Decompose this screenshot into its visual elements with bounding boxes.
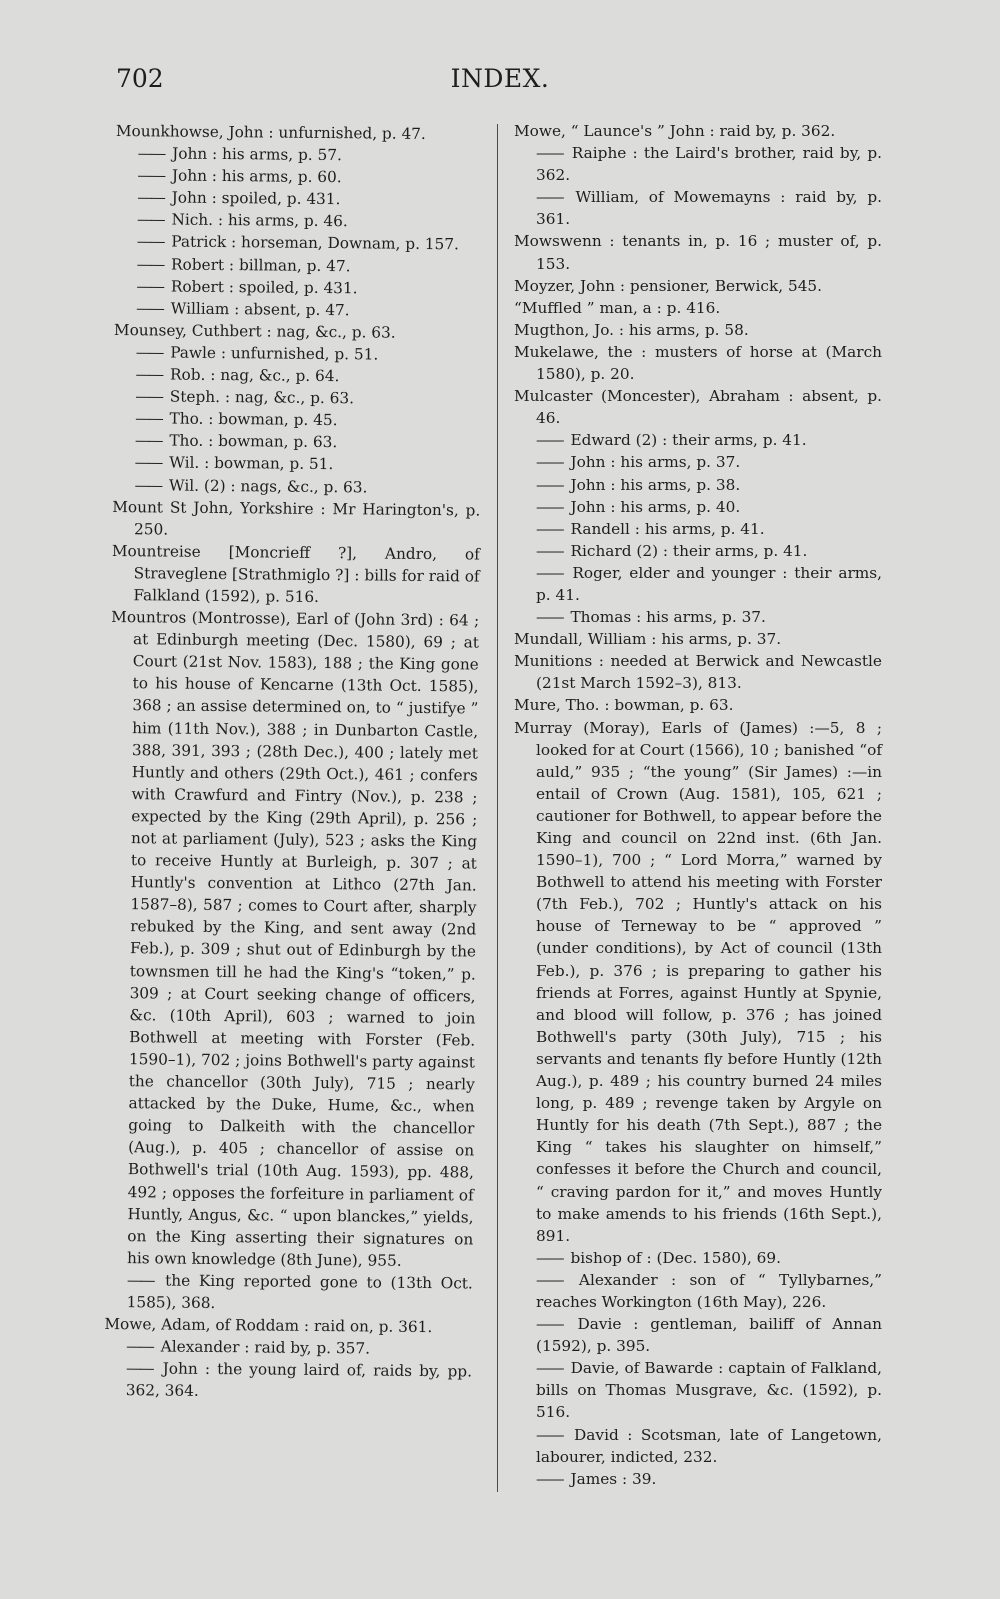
index-entry: Mukelawe, the : musters of horse at (March 1580), p. 20. xyxy=(514,342,882,384)
index-subentry: —— the King reported gone to (13th Oct. 1585), 368. xyxy=(105,1269,473,1317)
index-subentry: —— Rob. : nag, &c., p. 64. xyxy=(113,363,481,389)
page-title: INDEX. xyxy=(450,64,550,93)
index-column-right xyxy=(514,120,882,1490)
index-subentry: —— Randell : his arms, p. 41. xyxy=(514,518,882,540)
index-subentry: —— Steph. : nag, &c., p. 63. xyxy=(113,385,481,411)
index-subentry: —— John : his arms, p. 37. xyxy=(514,451,882,473)
index-subentry: —— John : his arms, p. 40. xyxy=(514,496,882,518)
index-subentry: —— Raiphe : the Laird's brother, raid by, p. 362. xyxy=(514,142,882,186)
index-subentry: —— John : the young laird of, raids by, pp. 362, 364. xyxy=(104,1357,472,1405)
index-entry: Murray (Moray), Earls of (James) :—5, 8 ; looked for at Court (1566), 10 ; banished “of auld,” 935 ; “the young” (Sir James) :—in entail of Crown (Aug. 1581), 105, 621 ; cautioner for Bothwell, to appear before the King and council on 22nd inst. (6th Jan. 1590–1), 700 ; “ Lord Morra,” warned by Bothwell to attend his meeting with Forster (7th Feb.), 702 ; Huntly's attack on his house of Terneway to be “ approved ” (under conditions), by Act of council (13th Feb.), p. 376 ; is preparing to gather his friends at Forres, against Huntly at Spynie, and blood will follow, p. 376 ; has joined Bothwell's party (30th July), 715 ; his servants and tenants fly before Huntly (12th Aug.), p. 489 ; his country burned 24 miles long, p. 489 ; revenge taken by Argyle on Huntly for his death (7th Sept.), 887 ; the King “ takes his slaughter on himself,” confesses it before the Church and council, “ craving pardon for it,” and moves Huntly to make amends to his friends (16th Sept.), 891. xyxy=(514,718,882,1245)
index-subentry: —— Davie, of Bawarde : captain of Falkland, bills on Thomas Musgrave, &c. (1592), p. 516. xyxy=(514,1357,882,1423)
index-subentry: —— Alexander : son of “ Tyllybarnes,” reaches Workington (16th May), 226. xyxy=(514,1269,882,1313)
index-entry: Mowe, “ Launce's ” John : raid by, p. 362. xyxy=(514,122,836,140)
index-subentry: —— John : spoiled, p. 431. xyxy=(115,186,483,212)
index-subentry: —— Edward (2) : their arms, p. 41. xyxy=(514,429,882,451)
index-entry: “Muffled ” man, a : p. 416. xyxy=(514,298,721,317)
index-subentry: —— Robert : spoiled, p. 431. xyxy=(114,275,482,301)
index-entry: Mowe, Adam, of Roddam : raid on, p. 361. xyxy=(104,1315,433,1337)
index-entry: Mundall, William : his arms, p. 37. xyxy=(514,630,782,649)
index-subentry: —— Pawle : unfurnished, p. 51. xyxy=(114,341,482,367)
index-subentry: —— Alexander : raid by, p. 357. xyxy=(104,1335,472,1361)
page-header xyxy=(0,64,1000,104)
index-entry: Mure, Tho. : bowman, p. 63. xyxy=(514,696,734,715)
index-subentry: —— Robert : billman, p. 47. xyxy=(115,253,483,279)
index-subentry: —— bishop of : (Dec. 1580), 69. xyxy=(514,1247,882,1269)
index-entry: Mount St John, Yorkshire : Mr Harington's, p. 250. xyxy=(112,497,481,539)
index-subentry: —— Wil. : bowman, p. 51. xyxy=(113,451,481,477)
index-subentry: —— David : Scotsman, late of Langetown, labourer, indicted, 232. xyxy=(514,1424,882,1468)
index-subentry: —— Nich. : his arms, p. 46. xyxy=(115,208,483,234)
index-subentry: —— Davie : gentleman, bailiff of Annan (1592), p. 395. xyxy=(514,1313,882,1357)
index-entry: Mugthon, Jo. : his arms, p. 58. xyxy=(514,320,749,339)
index-entry: Mountros (Montrosse), Earl of (John 3rd) : 64 ; at Edinburgh meeting (Dec. 1580), 69 ; at Court (21st Nov. 1583), 188 ; the King gone to his house of Kencarne (13th Oct. 1585), 368 ; an assise determined on, to “ justifye ” him (11th Nov.), 388 ; in Dunbarton Castle, 388, 391, 393 ; (28th Dec.), 400 ; lately met Huntly and others (29th Oct.), 461 ; confers with Crawfurd and Fintry (Nov.), p. 238 ; expected by the King (29th April), p. 256 ; not at parliament (July), 523 ; asks the King to receive Huntly at Burleigh, p. 307 ; at Huntly's convention at Lithco (27th Jan. 1587–8), 587 ; comes to Court after, sharply rebuked by the King, and sent away (2nd Feb.), p. 309 ; shut out of Edinburgh by the townsmen till he had the King's “token,” p. 309 ; at Court seeking change of officers, &c. (10th April), 603 ; warned to join Bothwell at meeting with Forster (Feb. 1590–1), 702 ; joins Bothwell's party against the chancellor (30th July), 715 ; nearly attacked by the Duke, Hume, &c., when going to Dalkeith with the chancellor (Aug.), p. 405 ; chancellor of assise on Bothwell's trial (10th Aug. 1593), pp. 488, 492 ; opposes the forfeiture in parliament of Huntly, Angus, &c. “ upon blanckes,” yields, on the King asserting their signatures on his own knowledge (8th June), 955. xyxy=(111,608,480,1270)
index-subentry: —— Thomas : his arms, p. 37. xyxy=(514,606,882,628)
index-subentry: —— John : his arms, p. 57. xyxy=(116,142,484,168)
index-subentry: —— Roger, elder and younger : their arms, p. 41. xyxy=(514,562,882,606)
index-entry: Mountreise [Moncrieff ?], Andro, of Straveglene [Strathmiglo ?] : bills for raid of Falkland (1592), p. 516. xyxy=(111,541,480,606)
index-subentry: —— Wil. (2) : nags, &c., p. 63. xyxy=(112,473,480,499)
index-subentry: —— John : his arms, p. 38. xyxy=(514,474,882,496)
index-subentry: —— William, of Mowemayns : raid by, p. 361. xyxy=(514,186,882,230)
column-divider xyxy=(497,124,498,1492)
index-subentry: —— Tho. : bowman, p. 63. xyxy=(113,429,481,455)
index-subentry: —— Patrick : horseman, Downam, p. 157. xyxy=(115,230,483,256)
index-subentry: —— Tho. : bowman, p. 45. xyxy=(113,407,481,433)
index-entry: Mulcaster (Moncester), Abraham : absent, p. 46. xyxy=(514,387,882,428)
index-subentry: —— William : absent, p. 47. xyxy=(114,297,482,323)
index-column-left xyxy=(104,120,484,1405)
index-entry: Mounsey, Cuthbert : nag, &c., p. 63. xyxy=(113,320,396,342)
index-entry: Mounkhowse, John : unfurnished, p. 47. xyxy=(115,121,426,143)
index-entry: Moyzer, John : pensioner, Berwick, 545. xyxy=(514,276,823,295)
index-entry: Munitions : needed at Berwick and Newcastle (21st March 1592–3), 813. xyxy=(514,652,882,693)
index-subentry: —— James : 39. xyxy=(514,1468,882,1490)
index-subentry: —— Richard (2) : their arms, p. 41. xyxy=(514,540,882,562)
index-subentry: —— John : his arms, p. 60. xyxy=(115,164,483,190)
page-number: 702 xyxy=(116,64,164,93)
index-entry: Mowswenn : tenants in, p. 16 ; muster of, p. 153. xyxy=(514,232,882,273)
